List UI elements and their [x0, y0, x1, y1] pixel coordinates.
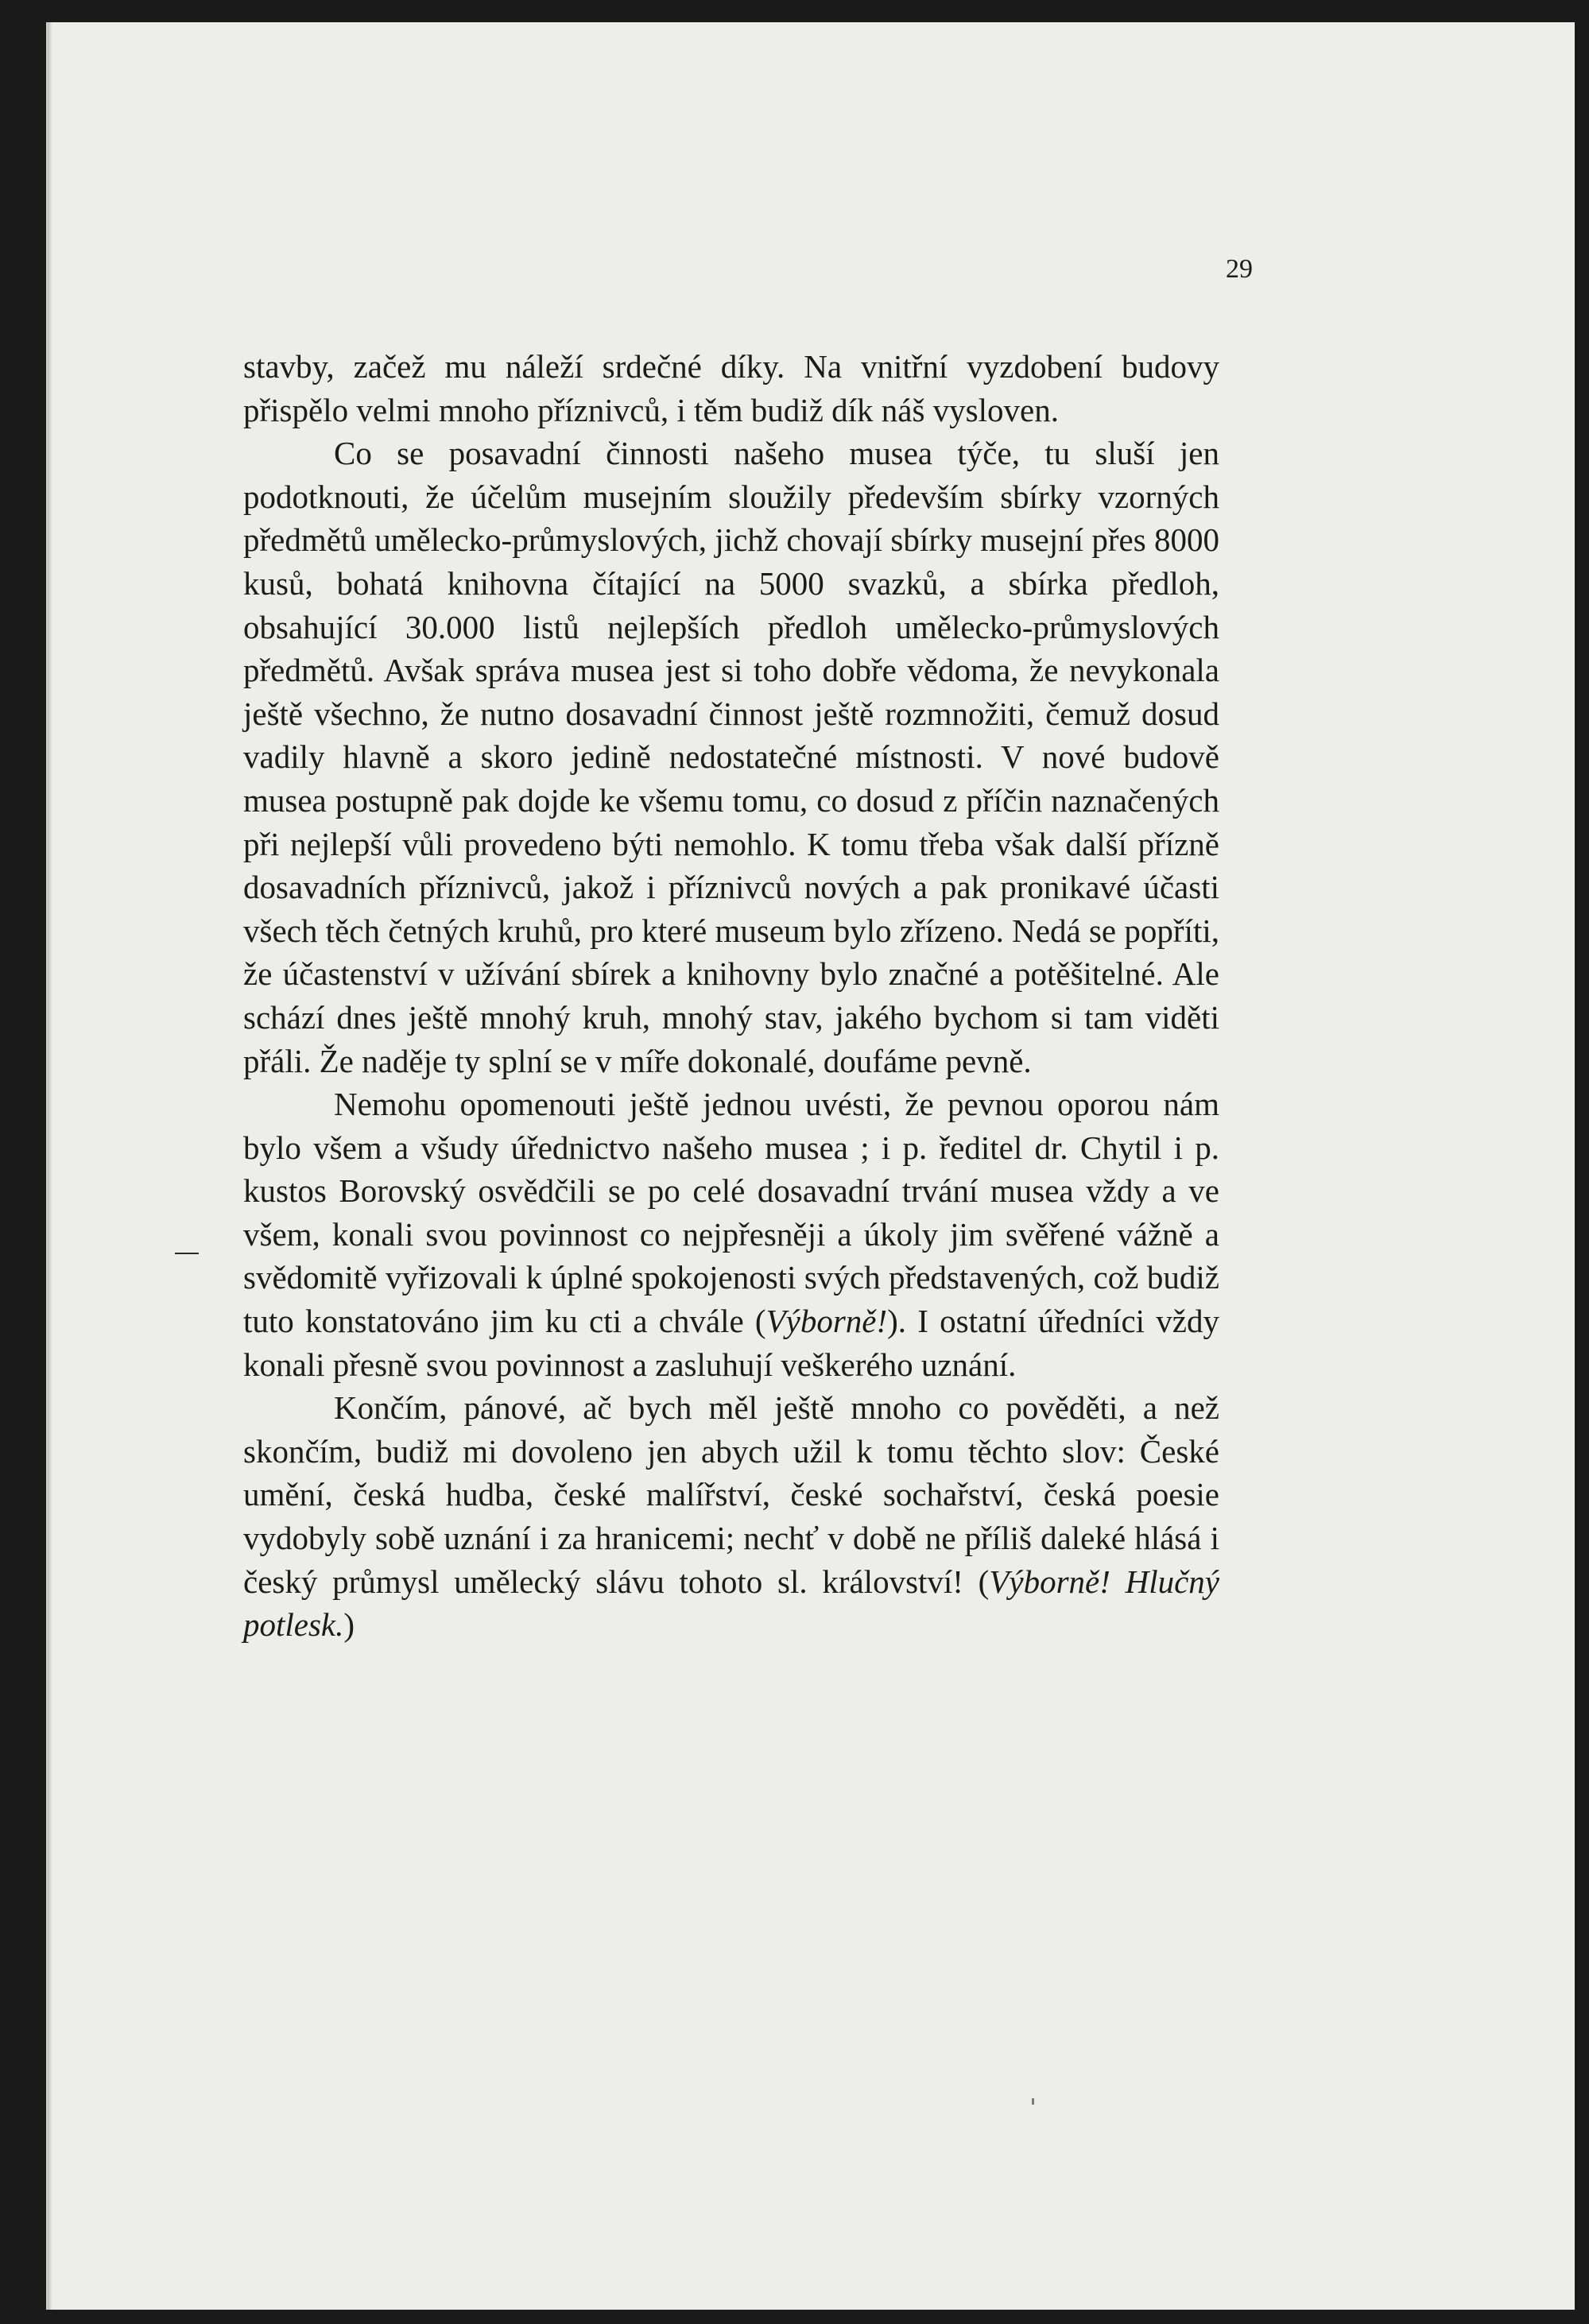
paragraph-3-text-before: Nemohu opomenouti ještě jednou uvésti, že pevnou oporou nám bylo všem a všudy úřednictvo našeho musea ; i p. ředitel dr. Chytil i p. kustos Borovský osvědčili se po celé dosavadní trvání musea vždy a ve všem, konali svou povinnost co nejpřesněji a úkoly jim svěřené vážně a svědomitě vyřizovali k úplné spokojenosti svých představených, což budiž tuto konstatováno jim ku cti a chvále (	[243, 1086, 1219, 1340]
scan-speck	[1032, 2098, 1034, 2105]
paragraph-4-italic: Výborně! Hlučný potlesk.	[243, 1563, 1220, 1644]
page-spine-edge	[48, 22, 52, 2310]
margin-dash-mark	[175, 1253, 199, 1254]
page-number: 29	[1226, 254, 1253, 284]
book-page	[46, 22, 1575, 2310]
paragraph-2: Co se posavadní činnosti našeho musea týče, tu sluší jen podotknouti, že účelům musejním sloužily především sbírky vzorných předmětů umělecko-průmyslových, jichž chovají sbírky musejní přes 8000 kusů, bohatá knihovna čítající na 5000 svazků, a sbírka předloh, obsahující 30.000 listů nejlepších předloh umělecko-průmyslových předmětů. Avšak správa musea jest si toho dobře vědoma, že nevykonala ještě všechno, že nutno dosavadní činnost ještě rozmnožiti, čemuž dosud vadily hlavně a skoro jedině nedostatečné místnosti. V nové budově musea postupně pak dojde ke všemu tomu, co dosud z příčin naznačených při nejlepší vůli provedeno býti nemohlo. K tomu třeba však další přízně dosavadních příznivců, jakož i příznivců nových a pak pronikavé účasti všech těch četných kruhů, pro které museum bylo zřízeno. Nedá se popříti, že účastenství v užívání sbírek a knihovny bylo značné a potěšitelné. Ale schází dnes ještě mnohý kruh, mnohý stav, jakého bychom si tam viděti přáli. Že naděje ty splní se v míře dokonalé, doufáme pevně.	[243, 435, 1219, 1079]
paragraph-3-text-after: ). I ostatní úředníci vždy konali přesně svou povinnost a zasluhují veškerého uznání.	[243, 1303, 1220, 1383]
paragraph-3-italic: Výborně!	[765, 1303, 888, 1340]
paragraph-4-text-after: )	[343, 1606, 355, 1644]
paragraph-4-text-before: Končím, pánové, ač bych měl ještě mnoho co pověděti, a než skončím, budiž mi dovoleno jen abych užil k tomu těchto slov: České umění, česká hudba, české malířství, české sochařství, česká poesie vydobyly sobě uznání i za hranicemi; nechť v době ne příliš daleké hlásá i český průmysl umělecký slávu tohoto sl. království! (	[243, 1389, 1219, 1600]
paragraph-3	[243, 1083, 1219, 1386]
paragraph-1: stavby, začež mu náleží srdečné díky. Na vnitřní vyzdobení budovy přispělo velmi mnoho příznivců, i těm budiž dík náš vysloven.	[243, 348, 1219, 428]
paragraph-4	[243, 1386, 1219, 1647]
body-text	[243, 345, 1219, 1647]
